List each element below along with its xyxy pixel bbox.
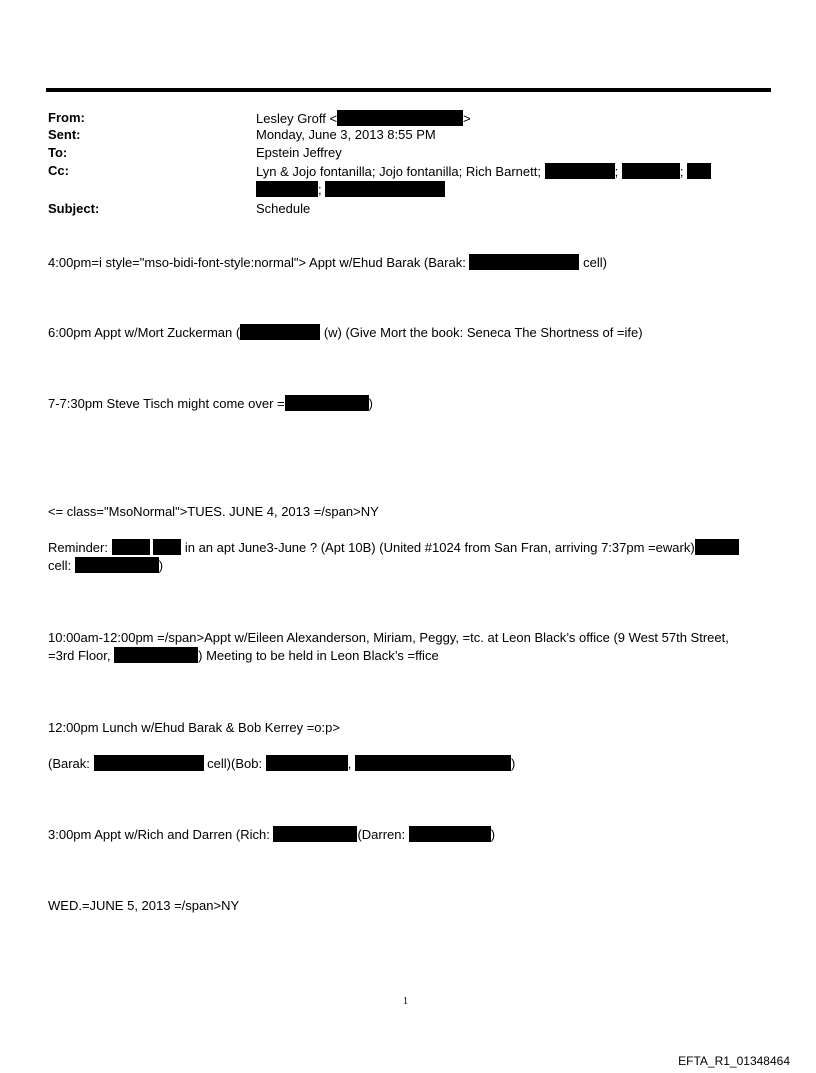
- redaction-block: [622, 163, 680, 179]
- schedule-line-rich-darren: [48, 826, 495, 843]
- page-number: 1: [403, 996, 408, 1007]
- from-label: From:: [48, 110, 85, 125]
- schedule-line-lunch: 12:00pm Lunch w/Ehud Barak & Bob Kerrey =o:p>: [48, 720, 340, 735]
- schedule-line-zuckerman: [48, 324, 643, 341]
- redaction-block: [687, 163, 711, 179]
- line-text: Reminder:: [48, 540, 108, 555]
- line-text: cell)(Bob:: [207, 756, 263, 771]
- line-text: ): [510, 756, 516, 771]
- line-text: 7-7:30pm Steve Tisch might come over =: [48, 396, 285, 411]
- redaction-block: [256, 181, 318, 197]
- line-text: in an apt June3-June ? (Apt 10B) (United #1024 from San Fran, arriving 7:37pm =ewark): [184, 540, 695, 555]
- line-text: 4:00pm=i style="mso-bidi-font-style:normal"> Appt w/Ehud Barak (Barak:: [48, 255, 466, 270]
- redaction-block: [94, 755, 204, 771]
- redaction-block: [695, 539, 739, 555]
- redaction-block: [469, 254, 579, 270]
- schedule-line-tisch: [48, 395, 373, 412]
- line-text: =3rd Floor,: [48, 648, 111, 663]
- schedule-line-alexanderson: 10:00am-12:00pm =/span>Appt w/Eileen Alexanderson, Miriam, Peggy, =tc. at Leon Black’s office (9 West 57th Street,: [48, 630, 729, 645]
- cc-separator: ;: [679, 164, 684, 179]
- sent-value: Monday, June 3, 2013 8:55 PM: [256, 127, 436, 142]
- day-heading-wed: WED.=JUNE 5, 2013 =/span>NY: [48, 898, 240, 913]
- line-text: ): [158, 558, 164, 573]
- line-text: ): [490, 827, 496, 842]
- subject-value: Schedule: [256, 201, 311, 216]
- to-value: Epstein Jeffrey: [256, 145, 342, 160]
- redaction-block: [325, 181, 445, 197]
- redaction-block: [75, 557, 159, 573]
- redaction-block: [240, 324, 320, 340]
- schedule-line-barak: [48, 254, 607, 271]
- cc-names: Lyn & Jojo fontanilla; Jojo fontanilla; Rich Barnett;: [256, 164, 541, 179]
- document-id: EFTA_R1_01348464: [678, 1054, 790, 1068]
- redaction-block: [273, 826, 357, 842]
- redaction-block: [114, 647, 198, 663]
- redaction-block: [545, 163, 615, 179]
- redaction-block: [112, 539, 150, 555]
- day-heading-tues: <= class="MsoNormal">TUES. JUNE 4, 2013 =/span>NY: [48, 504, 379, 519]
- line-text: (w) (Give Mort the book: Seneca The Shortness of =ife): [323, 325, 643, 340]
- schedule-line-alexanderson-cont: [48, 647, 439, 664]
- cc-value: [256, 163, 711, 179]
- schedule-line-reminder-cell: [48, 557, 163, 574]
- line-text: ): [368, 396, 373, 411]
- subject-label: Subject:: [48, 201, 100, 216]
- line-text: ) Meeting to be held in Leon Black’s =ffice: [198, 648, 439, 663]
- redaction-block: [337, 110, 463, 126]
- cc-value-continued: [256, 181, 445, 197]
- redaction-block: [153, 539, 181, 555]
- line-text: 3:00pm Appt w/Rich and Darren (Rich:: [48, 827, 270, 842]
- cc-separator: ;: [614, 164, 619, 179]
- schedule-line-lunch-contacts: [48, 755, 515, 772]
- sent-label: Sent:: [48, 127, 81, 142]
- redaction-block: [409, 826, 491, 842]
- schedule-line-reminder: [48, 539, 739, 556]
- from-name: Lesley Groff <: [256, 111, 338, 126]
- to-label: To:: [48, 145, 68, 160]
- redaction-block: [266, 755, 348, 771]
- line-text: 6:00pm Appt w/Mort Zuckerman (: [48, 325, 241, 340]
- line-text: cell:: [48, 558, 72, 573]
- header-rule: [46, 88, 771, 92]
- line-text: cell): [583, 255, 607, 270]
- redaction-block: [285, 395, 369, 411]
- from-bracket: >: [463, 111, 471, 126]
- cc-label: Cc:: [48, 163, 69, 178]
- line-text: (Barak:: [48, 756, 90, 771]
- redaction-block: [355, 755, 511, 771]
- from-value: [256, 110, 471, 126]
- line-text: ,: [347, 756, 352, 771]
- line-text: (Darren:: [357, 827, 406, 842]
- cc-separator: ;: [318, 182, 322, 197]
